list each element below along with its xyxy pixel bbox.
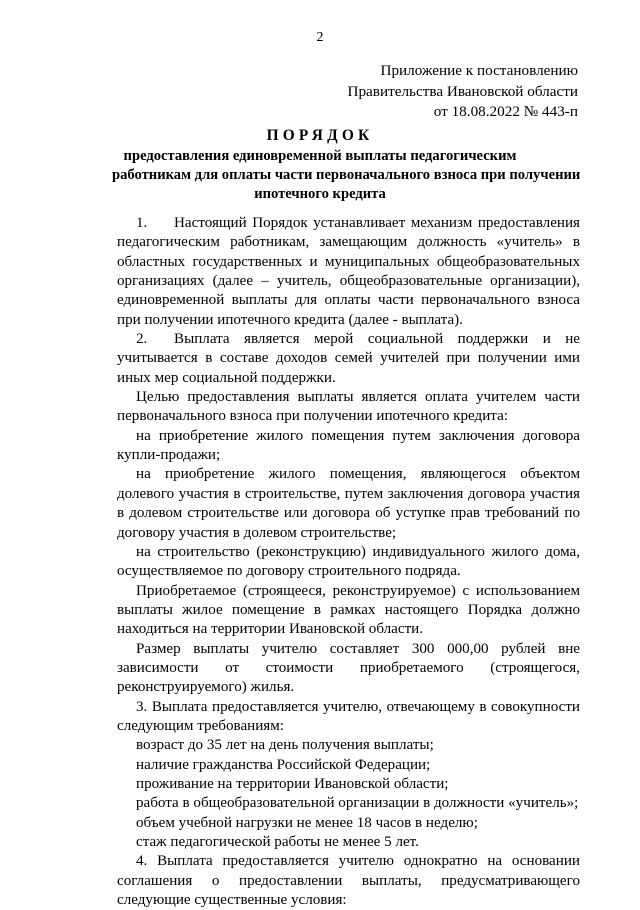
requirement-age: возраст до 35 лет на день получения выплаты;	[136, 737, 434, 754]
appendix-line-1: Приложение к постановлению	[380, 62, 578, 79]
appendix-header	[278, 61, 578, 123]
paragraph-3: 3. Выплата предоставляется учителю, отвечающему в совокупности следующим требованиям:	[117, 698, 580, 734]
subtitle-line-2: работникам для оплаты части первоначального взноса при получении	[112, 167, 581, 183]
appendix-line-2: Правительства Ивановской области	[347, 82, 578, 100]
document-title: ПОРЯДОК	[266, 127, 374, 144]
requirement-residence: проживание на территории Ивановской области;	[136, 775, 449, 792]
paragraph-2	[117, 330, 580, 388]
document-subtitle	[112, 147, 581, 204]
paragraph-1-text: Настоящий Порядок устанавливает механизм предоставления педагогическим работникам, замещающим должность «учитель» в областных государственных и муниципальных общеобразовательных организациях (далее – учитель, общеобразовательные организации), единовременной выплаты для оплаты части первоначального взноса при получении ипотечного кредита (далее - выплата).	[117, 215, 580, 328]
appendix-line-3: от 18.08.2022 № 443-п	[433, 103, 578, 120]
paragraph-purpose: Целью предоставления выплаты является оплата учителем части первоначального взноса при получении ипотечного кредита:	[117, 389, 580, 425]
paragraph-location: Приобретаемое (строящееся, реконструируемое) с использованием выплаты жилое помещение в рамках настоящего Порядка должно находиться на территории Ивановской области.	[117, 582, 580, 638]
page-number: 2	[316, 30, 324, 45]
paragraph-amount: Размер выплаты учителю составляет 300 000,00 рублей вне зависимости от стоимости приобретаемого (строящегося, реконструируемого) жилья.	[117, 640, 580, 696]
subtitle-line-3: ипотечного кредита	[254, 186, 386, 202]
paragraph-shared-construction: на приобретение жилого помещения, являющегося объектом долевого участия в строительстве, путем заключения договора участия в долевом строительстве или договора об уступке прав требований по договору участия в долевом строительстве;	[117, 466, 580, 541]
paragraph-2-text: Выплата является мерой социальной поддержки и не учитывается в составе доходов семей учителей при получении ими иных мер социальной поддержки.	[117, 331, 580, 386]
paragraph-purchase: на приобретение жилого помещения путем заключения договора купли-продажи;	[117, 427, 580, 464]
requirement-position: работа в общеобразовательной организации в должности «учитель»;	[136, 795, 579, 812]
paragraph-house-construction: на строительство (реконструкцию) индивидуального жилого дома, осуществляемое по договору строительного подряда.	[117, 543, 580, 580]
paragraph-2-number: 2.	[136, 331, 148, 348]
paragraph-1-number: 1.	[136, 215, 148, 231]
requirement-workload: объем учебной нагрузки не менее 18 часов в неделю;	[136, 814, 478, 831]
subtitle-line-1: предоставления единовременной выплаты педагогическим	[123, 148, 517, 164]
paragraph-4: 4. Выплата предоставляется учителю однократно на основании соглашения о предоставлении выплаты, предусматривающего следующие существенные условия:	[117, 853, 580, 909]
document-body	[117, 214, 580, 910]
paragraph-1	[117, 214, 580, 330]
requirement-experience: стаж педагогической работы не менее 5 лет.	[136, 834, 419, 850]
requirement-citizenship: наличие гражданства Российской Федерации;	[136, 756, 431, 773]
